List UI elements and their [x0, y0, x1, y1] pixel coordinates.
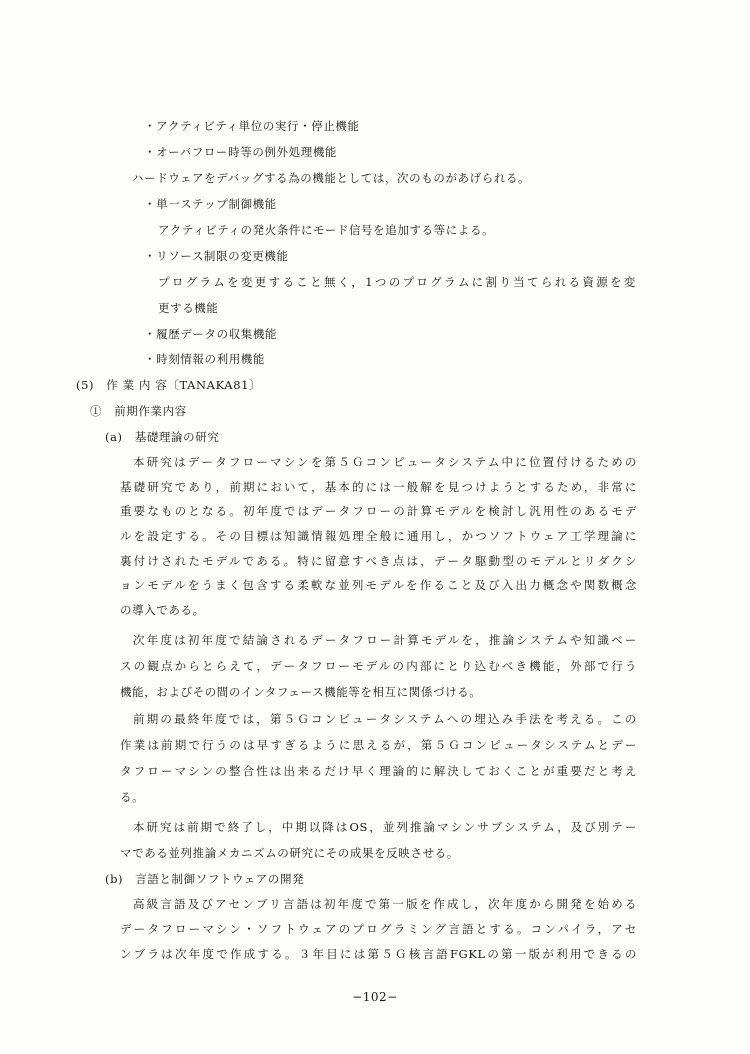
paragraph-line: る。	[120, 790, 145, 804]
paragraph-line: 裏付けされたモデルである。特に留意すべき点は，データ駆動型のモデルとリダクシ	[120, 554, 637, 568]
paragraph-line: タフローマシンの整合性は出来るだけ早く理論的に解決しておくことが重要だと考え	[120, 764, 637, 778]
text-line: プログラムを変更すること無く，1つのプログラムに割り当てられる資源を変	[158, 275, 636, 289]
bullet-item: ・アクティビティ単位の実行・停止機能	[144, 119, 360, 133]
paragraph-line: ョンモデルをうまく包含する柔軟な並列モデルを作ること及び入出力概念や関数概念	[120, 578, 637, 592]
page-number: −102−	[352, 990, 398, 1004]
paragraph-line: の導入である。	[120, 603, 205, 617]
bullet-item: ・履歴データの収集機能	[144, 327, 278, 341]
subsection-heading: ① 前期作業内容	[90, 404, 187, 418]
paragraph-line: データフローマシン・ソフトウェアのプログラミング言語とする。コンパイラ，アセ	[120, 922, 637, 936]
section-heading: (5) 作 業 内 容〔TANAKA81〕	[76, 378, 262, 392]
bullet-item: ・リソース制限の変更機能	[144, 249, 289, 263]
paragraph-line: 高級言語及びアセンブリ言語は初年度で第一版を作成し，次年度から開発を始める	[133, 897, 637, 911]
paragraph-line: 本研究は前期で終了し，中期以降はOS，並列推論マシンサブシステム，及び別テー	[133, 820, 637, 834]
subsubsection-heading: (b) 言語と制御ソフトウェアの開発	[105, 872, 305, 886]
paragraph-line: 重要なものとなる。初年度ではデータフローの計算モデルを検討し汎用性のあるモデ	[120, 504, 637, 518]
paragraph-line: 本研究はデータフローマシンを第５Ｇコンピュータシステム中に位置付けるための	[133, 455, 637, 469]
bullet-item: ・オーバフロー時等の例外処理機能	[144, 145, 338, 159]
paragraph-line: スの観点からとらえて，データフローモデルの内部にとり込むべき機能，外部で行う	[120, 659, 637, 673]
subsubsection-heading: (a) 基礎理論の研究	[105, 430, 220, 444]
text-line: ハードウェアをデバッグする為の機能としては，次のものがあげられる。	[132, 171, 531, 185]
paragraph-line: 基礎研究であり，前期において，基本的には一般解を見つけようとするため，非常に	[120, 480, 637, 494]
paragraph-line: ルを設定する。その目標は知識情報処理全般に通用し，かつソフトウェア工学理論に	[120, 529, 637, 543]
paragraph-line: マである並列推論メカニズムの研究にその成果を反映させる。	[120, 846, 459, 860]
paragraph-line: 機能，およびその間のインタフェース機能等を相互に関係づける。	[120, 685, 482, 699]
text-line: 更する機能	[158, 301, 219, 315]
bullet-item: ・時刻情報の利用機能	[144, 352, 265, 366]
paragraph-line: ンブラは次年度で作成する。３年目には第５Ｇ核言語FGKLの第一版が利用できるの	[120, 947, 637, 961]
bullet-item: ・単一ステップ制御機能	[144, 197, 277, 211]
paragraph-line: 前期の最終年度では，第５Ｇコンピュータシステムへの埋込み手法を考える。この	[133, 712, 637, 726]
paragraph-line: 次年度は初年度で結論されるデータフロー計算モデルを，推論システムや知識ベー	[133, 633, 637, 647]
text-line: アクティビティの発火条件にモード信号を追加する等による。	[158, 223, 495, 237]
paragraph-line: 作業は前期で行うのは早すぎるように思えるが，第５Ｇコンピュータシステムとデー	[120, 738, 637, 752]
